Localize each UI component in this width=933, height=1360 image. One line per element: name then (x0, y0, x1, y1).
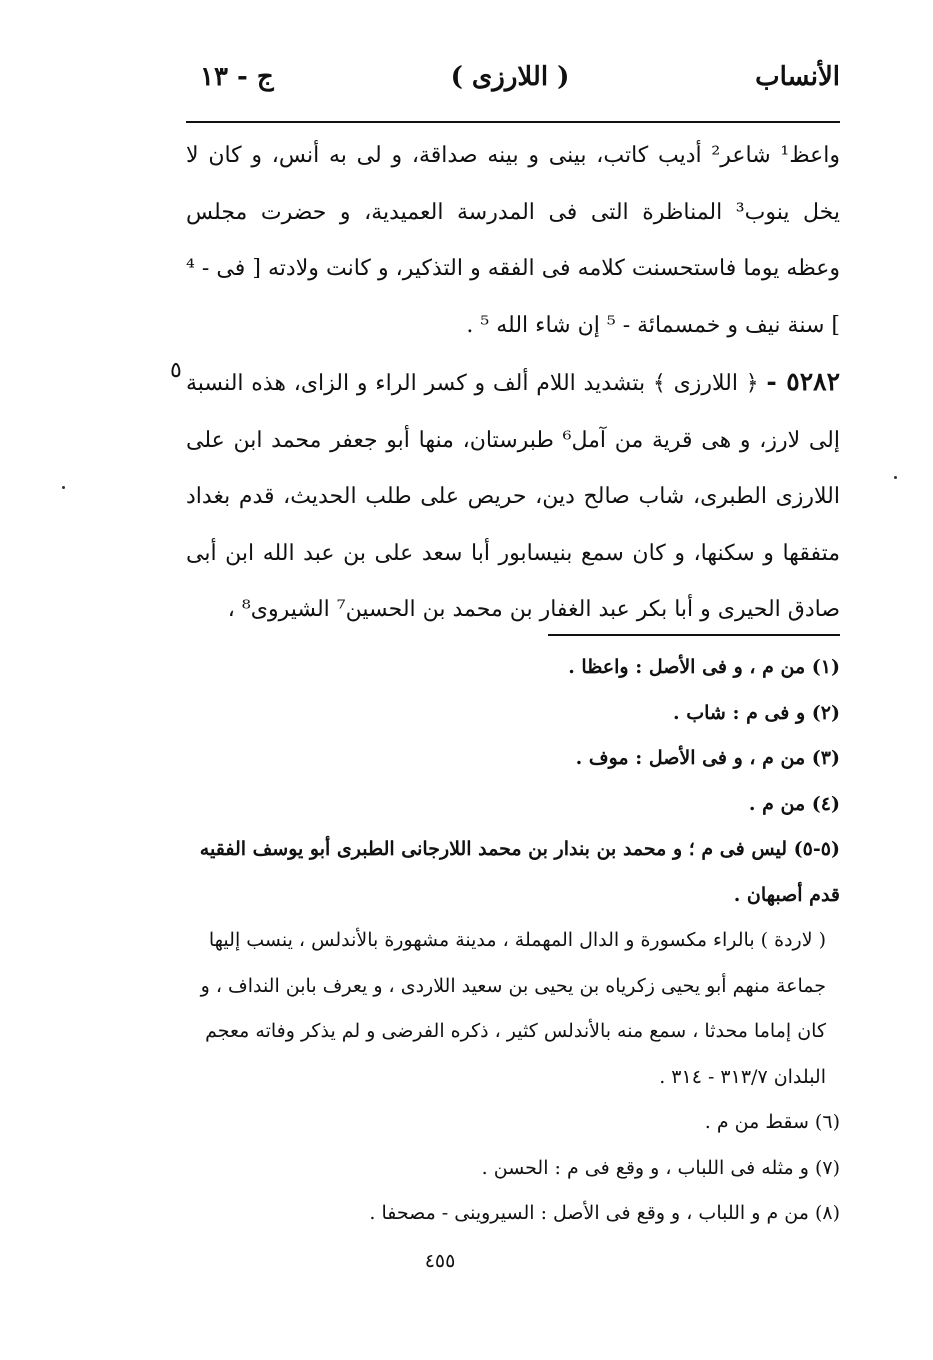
footnote-6: (٦) سقط من م . (704, 1111, 840, 1133)
footnote-3: (٣) من م ، و فى الأصل : موف . (575, 747, 840, 769)
footnote-7: (٧) و مثله فى اللباب ، و وقع فى م : الحسن . (481, 1156, 840, 1179)
scan-speck (62, 486, 65, 489)
entry-paragraph (186, 354, 840, 639)
margin-line-number: ٥ (170, 358, 182, 383)
footnotes (176, 645, 840, 1237)
entry-text: ﴿ اللارزى ﴾ بتشديد اللام ألف و كسر الراء و الزاى، هذه النسبة إلى لارز، و هى قرية من آمل⁶ طبرستان، منها أبو جعفر محمد ابن على اللارزى الطبرى، شاب صالح دين، حريص على طلب الحديث، قدم بغداد متفقها و سكنها، و كان سمع بنيسابور أبا سعد على بن عبد الله ابن أبى صادق الحيرى و أبا بكر عبد الغفار بن محمد بن الحسين⁷ الشيروى⁸ ، (186, 371, 840, 622)
paragraph-continued: واعظ¹ شاعر² أديب كاتب، بينى و بينه صداقة، و لى به أنس، و كان لا يخل ينوب³ المناظرة التى فى المدرسة العميدية، و حضرت مجلس وعظه يوما فاستحسنت كلامه فى الفقه و التذكير، و كانت ولادته [ فى - ⁴ ] سنة نيف و خمسمائة - ⁵ إن شاء الله ⁵ . (186, 143, 840, 338)
footnote-rule (548, 634, 840, 636)
header-rule (186, 121, 840, 123)
footnote-5-note: ( لاردة ) بالراء مكسورة و الدال المهملة ، مدينة مشهورة بالأندلس ، ينسب إليها جماعة منهم أبو يحيى زكرياه بن يحيى بن سعيد اللاردى ، و يعرف بابن النداف ، و كان إماما محدثا ، سمع منه بالأندلس كثير ، ذكره الفرضى و لم يذكر وفاته معجم البلدان ٣١٣/٧ - ٣١٤ . (200, 929, 826, 1088)
volume-number: ج - ١٣ (200, 62, 274, 92)
footnote-1: (١) من م ، و فى الأصل : واعظا . (568, 656, 840, 678)
footnote-5: (٥-٥) ليس فى م ؛ و محمد بن بندار بن محمد اللارجانى الطبرى أبو يوسف الفقيه قدم أصبهان . (199, 838, 840, 906)
page-header (180, 62, 840, 102)
footnote-4: (٤) من م . (748, 792, 840, 815)
footnote-2: (٢) و فى م : شاب . (673, 701, 840, 724)
entry-title-header: ( اللارزى ) (450, 62, 570, 92)
page-number: ٤٥٥ (424, 1250, 456, 1272)
book-title: الأنساب (755, 62, 840, 92)
footnote-8: (٨) من م و اللباب ، و وقع فى الأصل : السيروينى - مصحفا . (369, 1202, 840, 1224)
main-text (186, 128, 840, 639)
scan-speck (894, 476, 897, 479)
entry-number: ٥٢٨٢ - (766, 367, 840, 396)
